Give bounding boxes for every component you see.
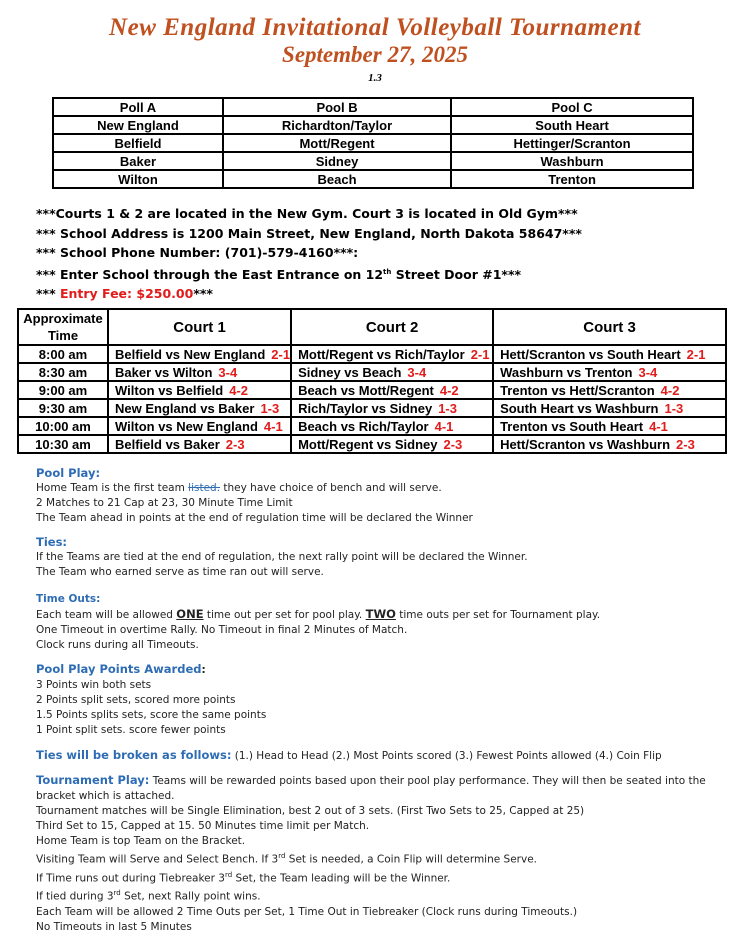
court-1-match: Baker vs Wilton 3-4 <box>108 363 291 381</box>
pool-b-header: Pool B <box>223 98 451 116</box>
court-2-match: Mott/Regent vs Sidney 2-3 <box>291 435 493 453</box>
ties-line: The Team who earned serve as time ran out will serve. <box>36 566 324 578</box>
pool-a-header: Poll A <box>53 98 223 116</box>
pool-team: Baker <box>53 152 223 170</box>
tournament-line: Home Team is top Team on the Bracket. <box>36 835 246 847</box>
match-score: 2-1 <box>470 346 490 362</box>
match-score: 4-2 <box>439 382 459 398</box>
entrance-note: *** Enter School through the East Entrance on 12th Street Door #1*** <box>36 266 522 282</box>
court-1-match: Belfield vs New England 2-1 <box>108 345 291 363</box>
match-score: 4-2 <box>660 382 680 398</box>
list-item: 2 Points split sets, scored more points <box>36 694 236 706</box>
tournament-line: If Time runs out during Tiebreaker 3rd Set, the Team leading will be the Winner. <box>36 870 451 884</box>
match-score: 2-3 <box>225 436 245 452</box>
pools-table <box>52 97 694 189</box>
pool-play-line: Home Team is the first team listed. they have choice of bench and will serve. <box>36 482 442 494</box>
court-1-match: Wilton vs New England 4-1 <box>108 417 291 435</box>
pool-play-line: 2 Matches to 21 Cap at 23, 30 Minute Time Limit <box>36 497 293 509</box>
schedule-header-row <box>18 309 726 345</box>
pool-team: South Heart <box>451 116 693 134</box>
pool-team: Washburn <box>451 152 693 170</box>
schedule-table <box>17 308 727 454</box>
pool-team: Belfield <box>53 134 223 152</box>
address-note: *** School Address is 1200 Main Street, New England, North Dakota 58647*** <box>36 225 582 241</box>
match-score: 4-1 <box>263 418 283 434</box>
match-score: 3-4 <box>218 364 238 380</box>
table-row <box>18 435 726 453</box>
match-score: 1-3 <box>664 400 684 416</box>
match-score: 1-3 <box>260 400 280 416</box>
court-3-match: Washburn vs Trenton 3-4 <box>493 363 726 381</box>
pool-team: Richardton/Taylor <box>223 116 451 134</box>
ties-heading: Ties: <box>36 535 68 549</box>
table-row <box>18 417 726 435</box>
pools-header-row <box>53 98 693 116</box>
tournament-line: Tournament matches will be Single Elimination, best 2 out of 3 sets. (First Two Sets to 25, Capped at 25) <box>36 805 585 817</box>
match-time: 8:00 am <box>18 345 108 363</box>
tiebreak-rules: (1.) Head to Head (2.) Most Points scored (3.) Fewest Points allowed (4.) Coin Flip <box>231 750 662 762</box>
table-row <box>18 345 726 363</box>
timeouts-line: Clock runs during all Timeouts. <box>36 639 199 651</box>
pool-play-heading: Pool Play: <box>36 466 101 480</box>
pool-play-section <box>36 466 736 526</box>
points-heading: Pool Play Points Awarded: <box>36 662 206 676</box>
table-row <box>18 381 726 399</box>
tournament-line: bracket which is attached. <box>36 790 175 802</box>
tournament-date: September 27, 2025 <box>282 42 468 67</box>
match-time: 8:30 am <box>18 363 108 381</box>
match-score: 1-3 <box>438 400 457 416</box>
pool-team: Beach <box>223 170 451 188</box>
match-time: 10:00 am <box>18 417 108 435</box>
match-score: 2-3 <box>443 436 463 452</box>
court-1-header: Court 1 <box>108 309 291 345</box>
phone-note: *** School Phone Number: (701)-579-4160***: <box>36 245 359 260</box>
match-score: 4-1 <box>434 418 454 434</box>
timeouts-section <box>36 592 736 653</box>
court-3-match: South Heart vs Washburn 1-3 <box>493 399 726 417</box>
court-2-header: Court 2 <box>291 309 493 345</box>
tournament-line: Each Team will be allowed 2 Time Outs per Set, 1 Time Out in Tiebreaker (Clock runs during Timeouts.) <box>36 905 578 918</box>
table-row <box>53 170 693 188</box>
tournament-line: Visiting Team will Serve and Select Bench. If 3rd Set is needed, a Coin Flip will determine Serve. <box>36 852 537 866</box>
entry-fee: Entry Fee: $250.00 <box>59 286 194 302</box>
tournament-section <box>36 773 736 935</box>
pool-c-header: Pool C <box>451 98 693 116</box>
match-score: 2-3 <box>676 436 695 452</box>
court-3-match: Trenton vs Hett/Scranton 4-2 <box>493 381 726 399</box>
court-3-header: Court 3 <box>493 309 726 345</box>
table-row <box>18 363 726 381</box>
tournament-line: Tournament Play: Teams will be rewarded points based upon their pool play performance. They will then be seated into the <box>36 773 706 787</box>
court-2-match: Beach vs Rich/Taylor 4-1 <box>291 417 493 435</box>
tournament-line: Third Set to 15, Capped at 15. 50 Minutes time limit per Match. <box>36 820 370 832</box>
court-3-match: Hett/Scranton vs Washburn 2-3 <box>493 435 726 453</box>
table-row <box>18 399 726 417</box>
pool-team: Sidney <box>223 152 451 170</box>
court-1-match: New England vs Baker 1-3 <box>108 399 291 417</box>
match-score: 3-4 <box>407 364 427 380</box>
list-item: 1.5 Points splits sets, score the same points <box>36 709 267 721</box>
version-label: 1.3 <box>368 72 382 84</box>
court-3-match: Trenton vs South Heart 4-1 <box>493 417 726 435</box>
timeouts-line: One Timeout in overtime Rally. No Timeout in final 2 Minutes of Match. <box>36 624 408 636</box>
courts-note: ***Courts 1 & 2 are located in the New Gym. Court 3 is located in Old Gym*** <box>36 206 578 221</box>
court-2-match: Mott/Regent vs Rich/Taylor 2-1 <box>291 345 493 363</box>
tournament-line: If tied during 3rd Set, next Rally point wins. <box>36 889 261 903</box>
pool-play-line: The Team ahead in points at the end of regulation time will be declared the Winner <box>36 512 473 524</box>
tiebreak-section <box>36 748 736 764</box>
pool-team: Hettinger/Scranton <box>451 134 693 152</box>
match-time: 10:30 am <box>18 435 108 453</box>
ties-line: If the Teams are tied at the end of regulation, the next rally point will be declared the Winner. <box>36 551 528 563</box>
list-item: 3 Points win both sets <box>36 679 152 691</box>
court-3-match: Hett/Scranton vs South Heart 2-1 <box>493 345 726 363</box>
match-time: 9:30 am <box>18 399 108 417</box>
match-time: 9:00 am <box>18 381 108 399</box>
pool-team: New England <box>53 116 223 134</box>
court-1-match: Wilton vs Belfield 4-2 <box>108 381 291 399</box>
tournament-notes <box>36 204 582 304</box>
court-2-match: Sidney vs Beach 3-4 <box>291 363 493 381</box>
time-header: Approximate Time <box>18 309 108 345</box>
tournament-line: No Timeouts in last 5 Minutes <box>36 920 192 933</box>
match-score: 4-1 <box>649 418 668 434</box>
table-row <box>53 134 693 152</box>
fee-note: *** Entry Fee: $250.00*** <box>36 286 213 302</box>
match-score: 2-1 <box>686 346 706 362</box>
timeouts-heading: Time Outs: <box>36 593 101 605</box>
ties-section <box>36 535 736 580</box>
match-score: 2-1 <box>271 346 291 362</box>
court-1-match: Belfield vs Baker 2-3 <box>108 435 291 453</box>
match-score: 4-2 <box>229 382 249 398</box>
match-score: 3-4 <box>638 364 658 380</box>
pool-team: Trenton <box>451 170 693 188</box>
court-2-match: Beach vs Mott/Regent 4-2 <box>291 381 493 399</box>
table-row <box>53 152 693 170</box>
pool-team: Wilton <box>53 170 223 188</box>
points-section <box>36 662 736 738</box>
table-row <box>53 116 693 134</box>
timeouts-line: Each team will be allowed ONE time out per set for pool play. TWO time outs per set for Tournament play. <box>36 607 601 621</box>
tournament-heading: Tournament Play: <box>36 773 150 787</box>
tiebreak-heading: Ties will be broken as follows: <box>36 748 232 762</box>
list-item: 1 Point split sets. score fewer points <box>36 724 226 736</box>
pool-team: Mott/Regent <box>223 134 451 152</box>
court-2-match: Rich/Taylor vs Sidney 1-3 <box>291 399 493 417</box>
tournament-title: New England Invitational Volleyball Tournament <box>109 14 641 41</box>
